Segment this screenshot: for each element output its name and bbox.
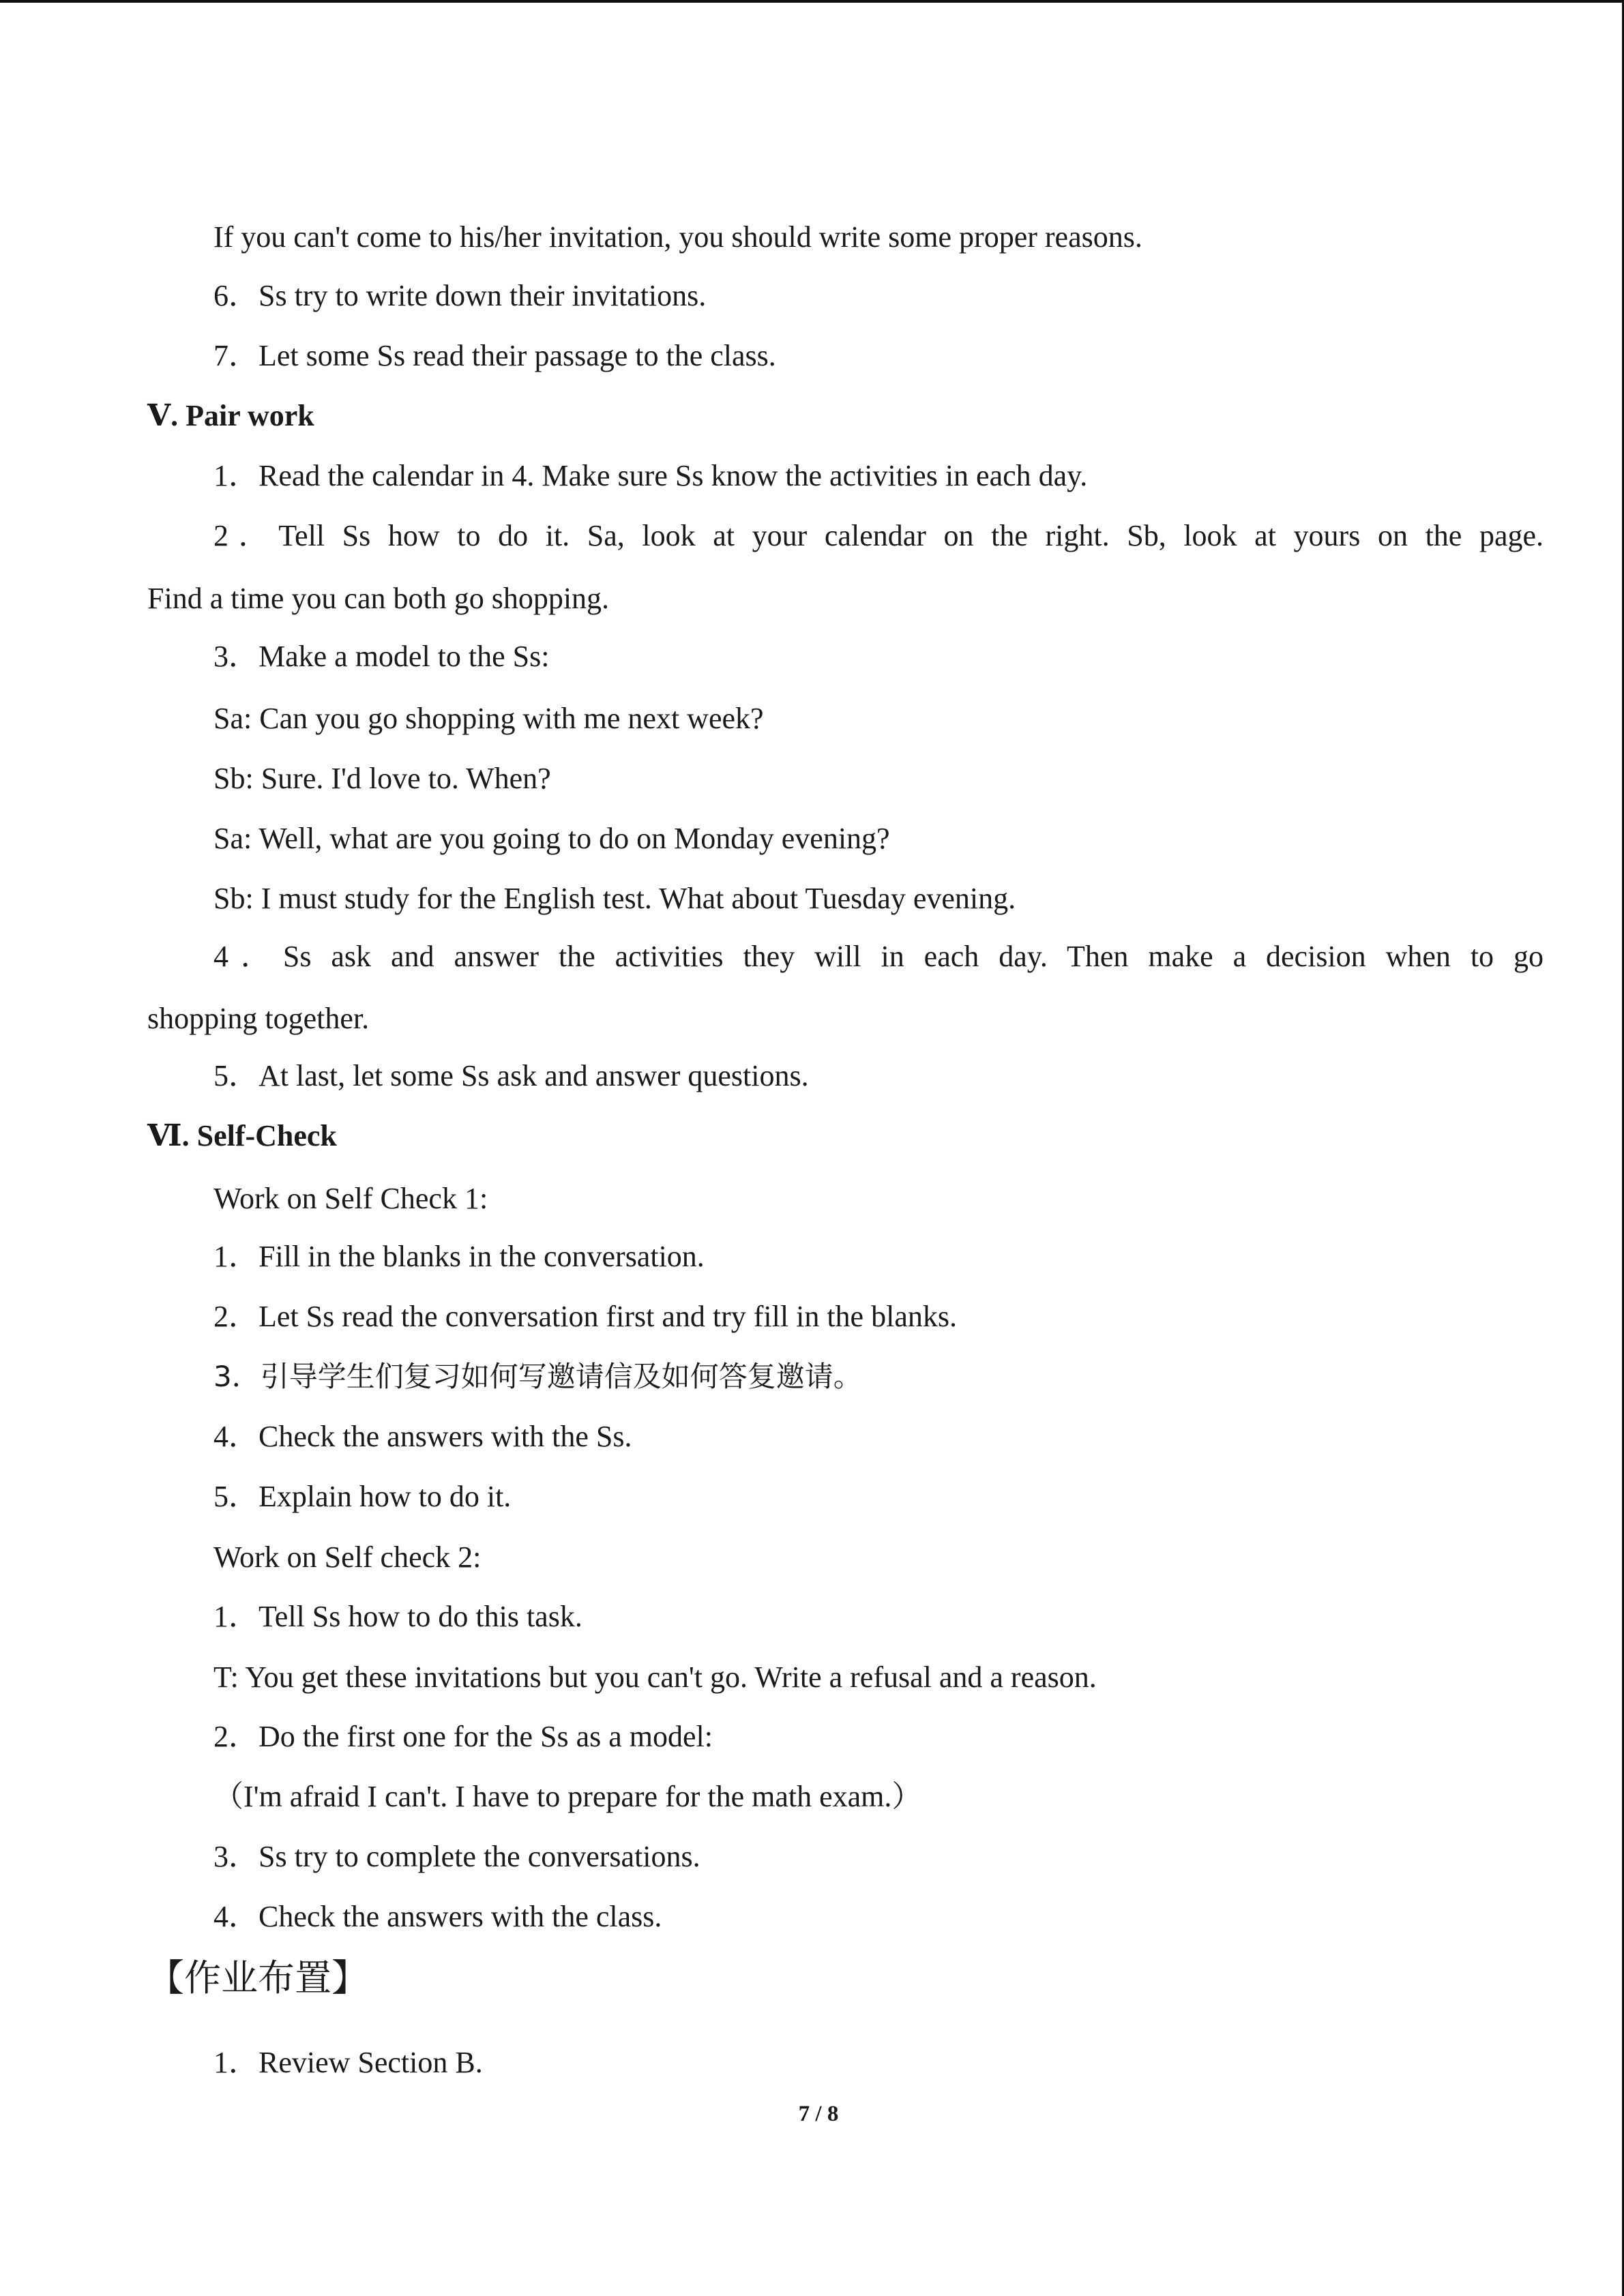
page-number: 7 / 8	[798, 2102, 839, 2126]
step-item: 4．Check the answers with the Ss.	[213, 1420, 632, 1453]
step-item: 6．Ss try to write down their invitations.	[213, 279, 707, 312]
step-item: 3．Ss try to complete the conversations.	[213, 1840, 700, 1873]
paragraph-line: Work on Self check 2:	[213, 1540, 482, 1574]
paragraph-line: shopping together.	[147, 1002, 370, 1035]
step-item: 5．At last, let some Ss ask and answer questions.	[213, 1059, 809, 1092]
paragraph-line: Find a time you can both go shopping.	[147, 582, 610, 615]
dialogue-line: Sa: Can you go shopping with me next week?	[213, 702, 764, 735]
step-item: 4．Check the answers with the class.	[213, 1900, 662, 1933]
step-item: 1．Tell Ss how to do this task.	[213, 1600, 582, 1633]
section-heading: Ⅵ. Self-Check	[147, 1119, 337, 1152]
paragraph-line: If you can't come to his/her invitation, you should write some proper reasons.	[213, 220, 1142, 254]
step-item: 7．Let some Ss read their passage to the class.	[213, 339, 776, 372]
paragraph-line: Work on Self Check 1:	[213, 1182, 488, 1215]
step-item: 4．Ss ask and answer the activities they will in each day. Then make a decision when to go	[213, 940, 1544, 973]
step-item: 1．Review Section B.	[213, 2046, 483, 2079]
step-item: 1．Read the calendar in 4. Make sure Ss know the activities in each day.	[213, 459, 1088, 492]
step-item: 2．Let Ss read the conversation first and try fill in the blanks.	[213, 1300, 957, 1333]
step-item: 2．Do the first one for the Ss as a model:	[213, 1720, 713, 1753]
dialogue-line: Sb: Sure. I'd love to. When?	[213, 762, 551, 795]
paragraph-line: （I'm afraid I can't. I have to prepare for the math exam.）	[213, 1780, 922, 1813]
step-item: 3．引导学生们复习如何写邀请信及如何答复邀请。	[213, 1360, 862, 1393]
dialogue-line: Sa: Well, what are you going to do on Monday evening?	[213, 822, 890, 855]
paragraph-line: T: You get these invitations but you can't go. Write a refusal and a reason.	[213, 1660, 1097, 1694]
step-item: 5．Explain how to do it.	[213, 1480, 512, 1513]
page-border-top	[0, 0, 1624, 3]
step-item: 3．Make a model to the Ss:	[213, 640, 550, 673]
homework-heading: 【作业布置】	[147, 1956, 368, 1999]
step-item: 1．Fill in the blanks in the conversation.	[213, 1240, 705, 1273]
section-heading: Ⅴ. Pair work	[147, 399, 314, 432]
dialogue-line: Sb: I must study for the English test. What about Tuesday evening.	[213, 882, 1016, 915]
step-item: 2．Tell Ss how to do it. Sa, look at your calendar on the right. Sb, look at yours on the page.	[213, 519, 1544, 552]
